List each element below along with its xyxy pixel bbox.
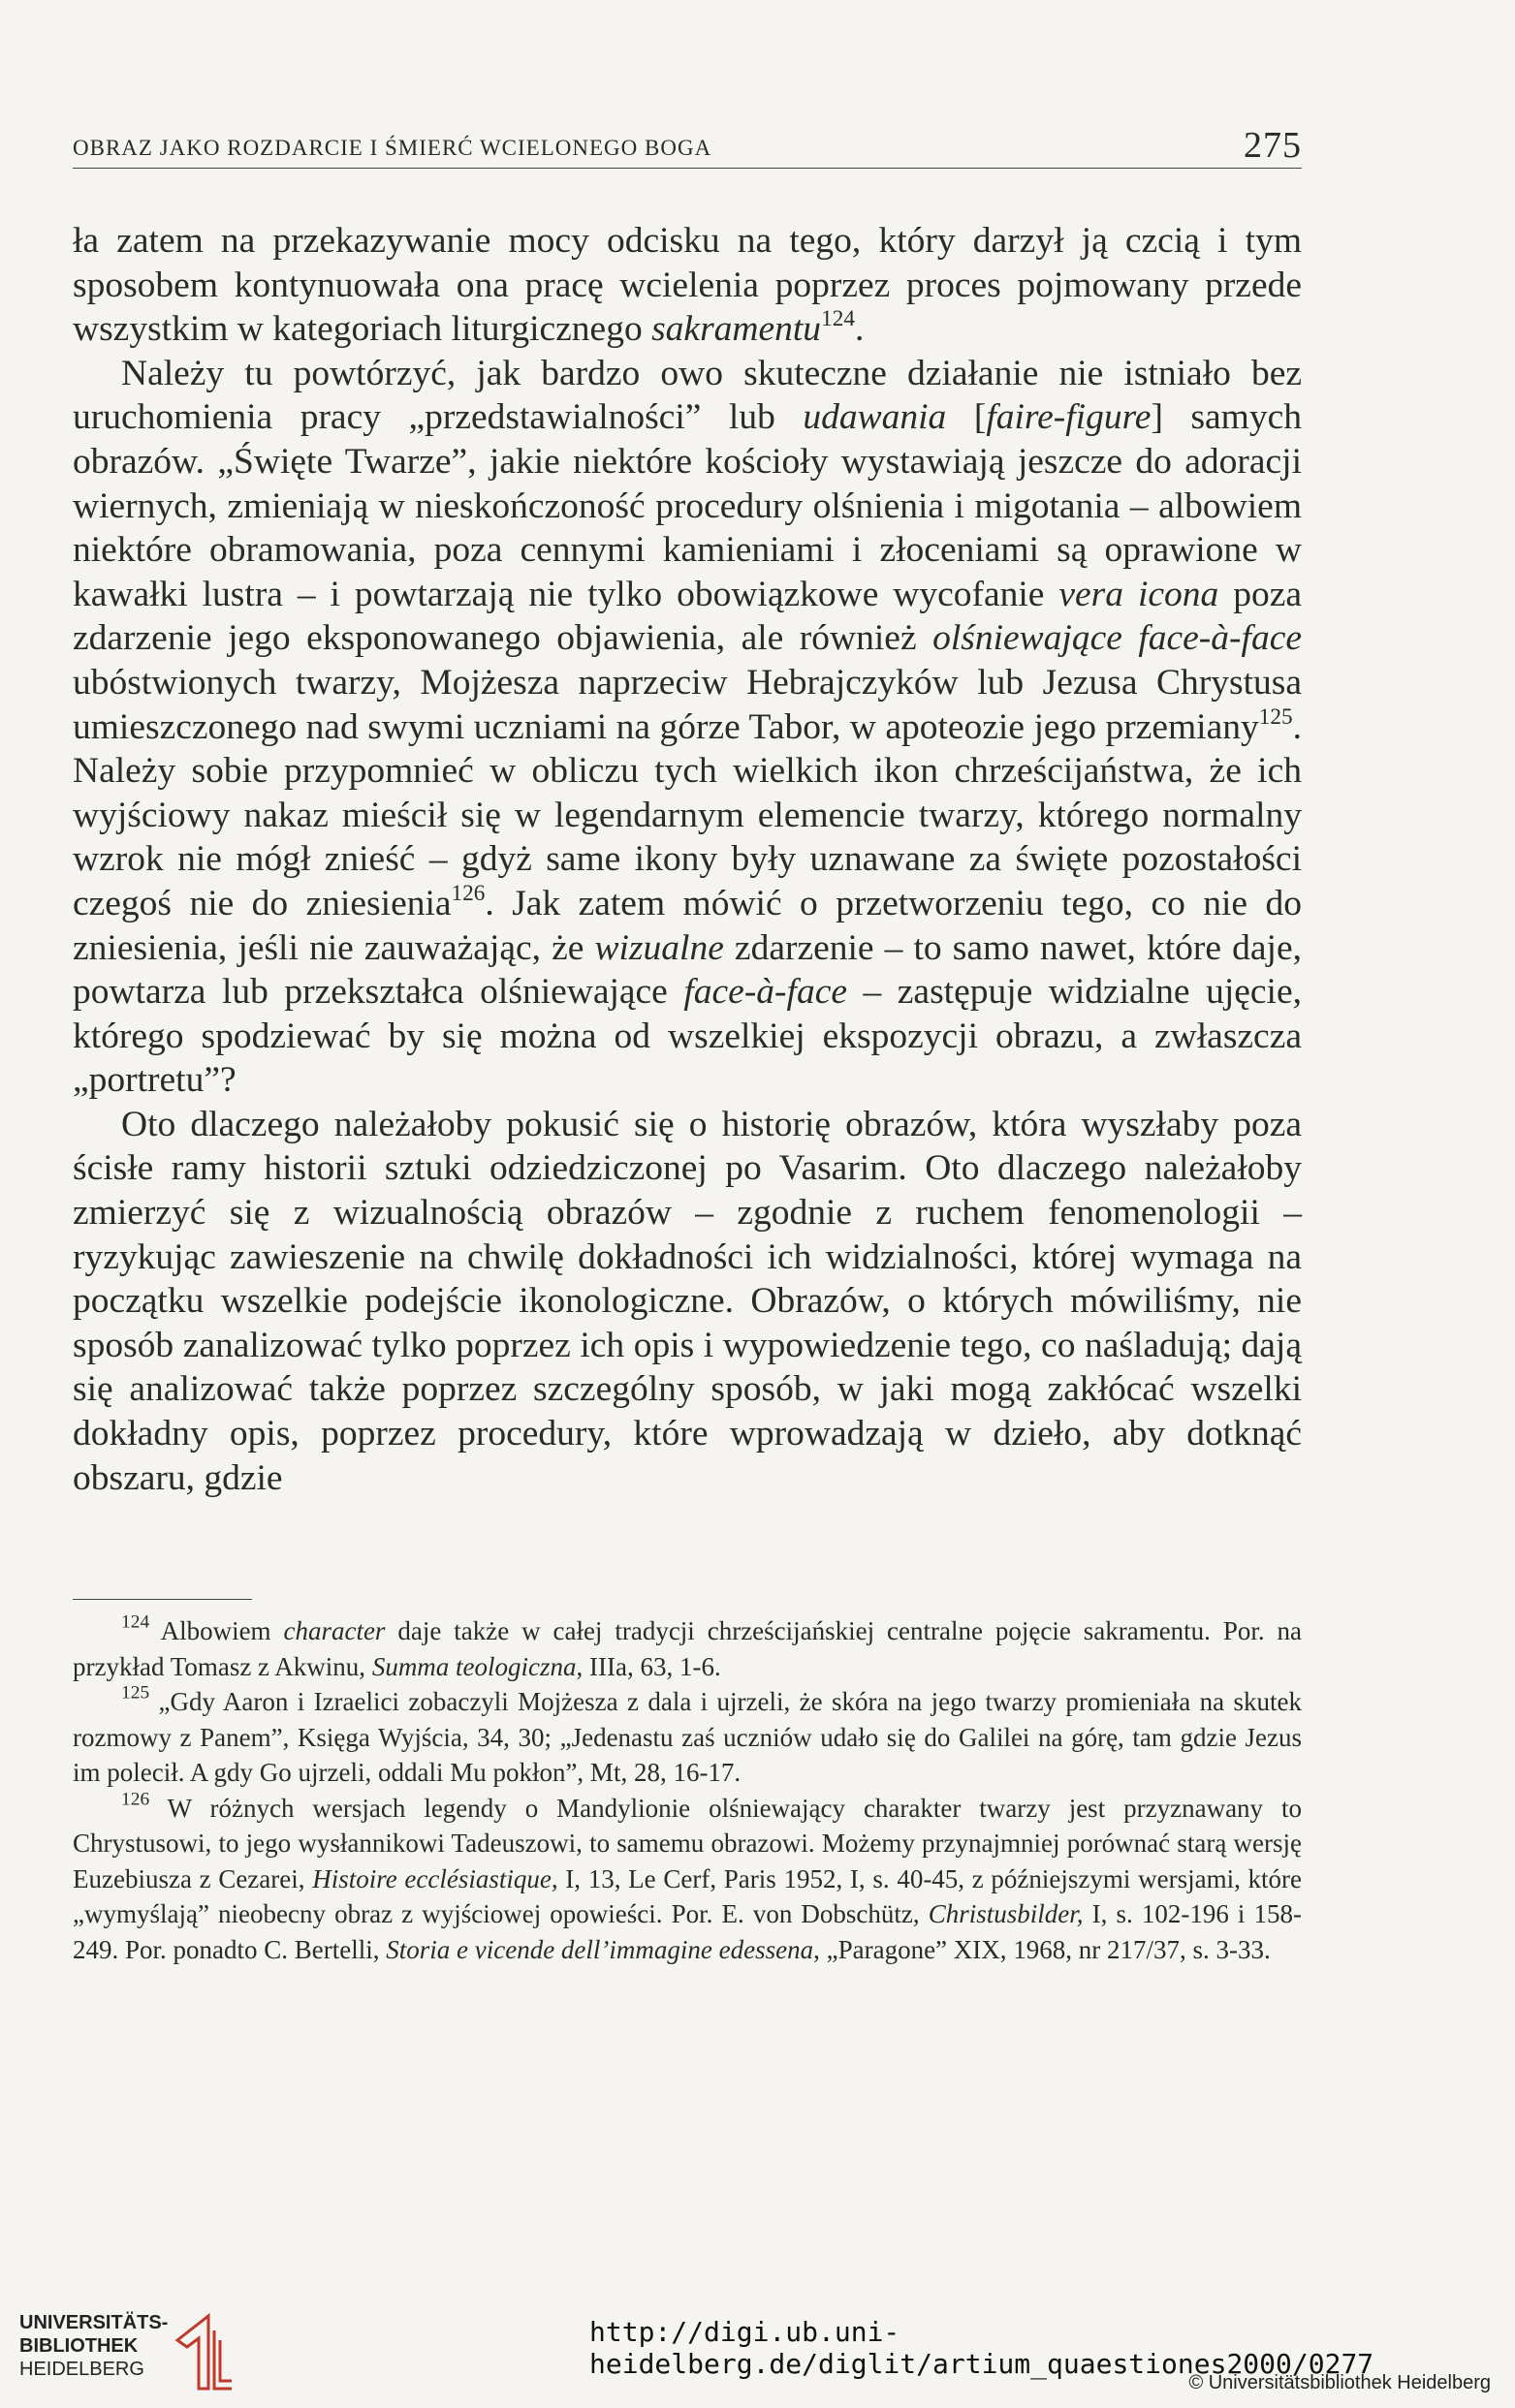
italic-run: vera icona: [1058, 574, 1219, 614]
footnote-125: [73, 1684, 1302, 1791]
running-title: OBRAZ JAKO ROZDARCIE I ŚMIERĆ WCIELONEGO BOGA: [73, 136, 712, 160]
footnote-number: 126: [121, 1788, 150, 1809]
italic-run: faire-figure: [986, 397, 1152, 438]
text-run: . Jak zatem mówić o przetworzeniu tego, co nie do zniesienia, jeśli nie zauważając, że: [73, 883, 1302, 968]
italic-run: wizualne: [594, 927, 724, 968]
text-run: , IIIa, 63, 1-6.: [576, 1651, 721, 1681]
text-run: Należy tu powtórzyć, jak bardzo owo skuteczne działanie nie istniało bez uruchomienia pracy „przedstawialności” lub: [73, 353, 1302, 438]
library-emblem-icon: [170, 2311, 237, 2393]
footnote-number: 124: [121, 1611, 150, 1633]
digitization-footer: [0, 2277, 1515, 2408]
footnote-ref-124[interactable]: 124: [821, 306, 855, 332]
footnote-number: 125: [121, 1682, 150, 1704]
text-run: , „Paragone” XIX, 1968, nr 217/37, s. 3-33.: [813, 1934, 1271, 1964]
footnotes: [73, 1613, 1302, 1967]
footnote-rule: [73, 1599, 252, 1600]
text-run: W różnych wersjach legendy o Mandylionie olśniewający charakter twarzy jest przyznawany to Chrystusowi, to jego wysłannikowi Tadeuszowi, to samemu obrazowi. Możemy przynajmniej porównać starą wersję Euzebiusza z Cezarei,: [73, 1793, 1302, 1893]
italic-run: Storia e vicende dell’immagine edessena: [386, 1934, 814, 1964]
library-line-2: BIBLIOTHEK: [19, 2335, 139, 2357]
text-run: poza zdarzenie jego eksponowanego objawienia, ale również: [73, 574, 1303, 659]
text-run: Albowiem: [149, 1616, 284, 1645]
text-run: .: [854, 309, 865, 350]
italic-run: Summa teologiczna: [371, 1651, 577, 1681]
footnote-ref-125[interactable]: 125: [1258, 704, 1293, 730]
running-header: [73, 125, 1302, 166]
text-run: I, s. 102-196 i 158-249. Por. ponadto C. Bertelli,: [73, 1899, 1303, 1964]
italic-run: face-à-face: [683, 972, 847, 1013]
footnote-124: [73, 1613, 1302, 1684]
italic-run: Histoire ecclésiastique,: [312, 1863, 558, 1893]
header-rule: [73, 168, 1302, 169]
library-line-3: HEIDELBERG: [19, 2359, 144, 2380]
source-url-link[interactable]: http://digi.ub.uni-heidelberg.de/diglit/artium_quaestiones2000/0277: [589, 2316, 1374, 2380]
italic-run: character: [283, 1616, 386, 1645]
text-run: ] samych obrazów. „Święte Twarze”, jakie niektóre kościoły wystawiają jeszcze do adoracji wiernych, zmieniają w nieskończoność procedury olśnienia i migotania – albowiem niektóre obramowania, poza cennymi kamieniami i złoceniami są oprawione w kawałki lustra – i powtarzają nie tylko obowiązkowe wycofanie: [73, 397, 1302, 614]
text-run: . Należy sobie przypomnieć w obliczu tych wielkich ikon chrześcijaństwa, że ich wyjściowy nakaz mieścił się w legendarnym elemencie twarzy, którego normalny wzrok nie mógł znieść – gdyż same ikony były uznawane za święte pozostałości czegoś nie do zniesienia: [73, 706, 1302, 923]
paragraph: [73, 219, 1302, 352]
main-text: [73, 219, 1302, 1500]
text-run: [: [946, 397, 987, 438]
text-run: I, 13, Le Cerf, Paris 1952, I, s. 40-45, z późniejszymi wersjami, które „wymyślają” nieobecny obraz z wyjściowej opowieści. Por. E. von Dobschütz,: [73, 1863, 1302, 1928]
text-run: ubóstwionych twarzy, Mojżesza naprzeciw Hebrajczyków lub Jezusa Chrystusa umieszczonego nad swymi uczniami na górze Tabor, w apoteozie jego przemiany: [73, 662, 1302, 747]
italic-run: udawania: [803, 397, 947, 438]
footnote-ref-126[interactable]: 126: [451, 880, 486, 906]
footnote-126: [73, 1788, 1303, 1968]
paragraph: [73, 352, 1302, 1103]
italic-run: Christusbilder,: [928, 1899, 1084, 1928]
text-run: „Gdy Aaron i Izraelici zobaczyli Mojżesza z dala i ujrzeli, że skóra na jego twarzy promieniała na skutek rozmowy z Panem”, Księga Wyjścia, 34, 30; „Jedenastu zaś uczniów udało się do Galilei na górę, tam gdzie Jezus im polecił. A gdy Go ujrzeli, oddali Mu pokłon”, Mt, 28, 16-17.: [73, 1687, 1302, 1787]
paragraph: Oto dlaczego należałoby pokusić się o historię obrazów, która wyszłaby poza ścisłe ramy historii sztuki odziedziczonej po Vasarim. Oto dlaczego należałoby zmierzyć się z wizualnością obrazów – zgodnie z ruchem fenomenologii – ryzykując zawieszenie na chwilę dokładności ich widzialności, której wymaga na początku wszelkie podejście ikonologiczne. Obrazów, o których mówiliśmy, nie sposób zanalizować tylko poprzez ich opis i wypowiedzenie tego, co naśladują; dają się analizować także poprzez szczególny sposób, w jaki mogą zakłócać wszelki dokładny opis, poprzez procedury, które wprowadzają w dzieło, aby dotknąć obszaru, gdzie: [73, 1104, 1302, 1498]
text-run: ła zatem na przekazywanie mocy odcisku na tego, który darzył ją czcią i tym sposobem kontynuowała ona pracę wcielenia poprzez proces pojmowany przede wszystkim w kategoriach liturgicznego: [73, 221, 1302, 350]
library-line-1: UNIVERSITÄTS-: [19, 2312, 169, 2333]
italic-run: sakramentu: [651, 309, 822, 350]
text-run: daje także w całej tradycji chrześcijańskiej centralne pojęcie sakramentu. Por. na przykład Tomasz z Akwinu,: [73, 1616, 1302, 1681]
italic-run: olśniewające face-à-face: [932, 618, 1302, 659]
library-name: [19, 2311, 168, 2381]
text-run: zdarzenie – to samo nawet, które daje, powtarza lub przekształca olśniewające: [73, 927, 1302, 1013]
text-run: – zastępuje widzialne ujęcie, którego spodziewać by się można od wszelkiej ekspozycji obrazu, a zwłaszcza „portretu”?: [73, 972, 1302, 1101]
page-number: 275: [1244, 125, 1302, 166]
copyright-notice: © Universitätsbibliothek Heidelberg: [1188, 2372, 1491, 2393]
library-logo[interactable]: [19, 2311, 252, 2398]
